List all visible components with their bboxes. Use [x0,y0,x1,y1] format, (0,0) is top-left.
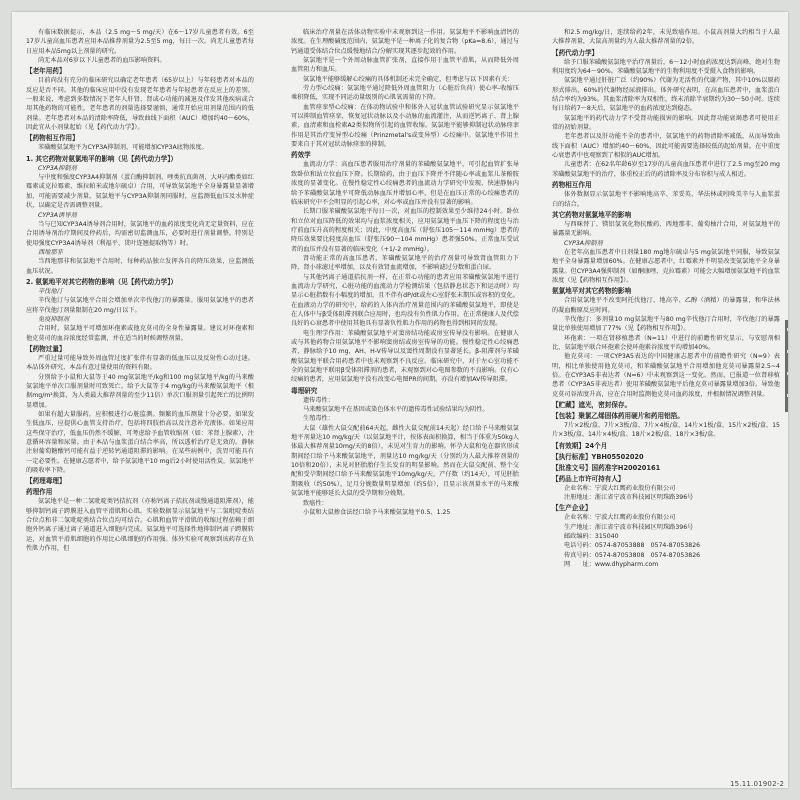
column-middle [291,28,519,770]
section-heading: 【包装】聚氯乙烯固体药用硬片和药用铝箔。 [552,412,684,421]
subsection-heading: CYP3A诱导剂 [38,211,77,219]
edge-marker-segment [787,350,788,353]
body-paragraph: 尚无本品对6岁以下儿童患者的血压影响资料。 [38,57,166,65]
body-paragraph: 电生理学作用：苯磺酸氨氯地平对窦房结功能或房室传导没有影响。在健康人或与其他药物合用氨氯地平不影响窦房结或房室传导的功能。慢性稳定性心绞痛患者，静脉给予10 mg，AH、H-V传导以及窦性周期没有显著延长。β-阻滞剂与苯磺酸氨氯地平联合用药患者中也未观察到不良反应。临床研究中，对于左心室功能不全的氨氯地平联用β受体阻滞剂的患者，未观察到对心电图参数的不良影响。仅有心绞痛的患者，应用氨氯地平没有改变心电图PR的间期。亦没有增加AV传导阻滞。 [291,329,519,384]
section-heading: 【有效期】24个月 [552,441,608,450]
section-heading: 毒理研究 [291,386,318,395]
body-paragraph: 肾功能正常的高血压患者，苯磺酸氨氯地平的治疗剂量可导致肾血管阻力下降，肾小球滤过率增加，以及有效肾血流增加，不影响滤过分数和蛋白尿。 [291,254,519,272]
section-heading: 氨氯地平对其它药物的影响 [552,287,632,296]
body-paragraph: 氨氯地平通过肝脏广泛（约90%）代谢为无活性的代谢产物，其中10%以原药形式排出，60%的代谢物经尿液排出。体外研究表明，在高血压患者中，血浆蛋白结合率约为93%。其血浆清除率为双相性，终末消除半衰期约为30～50小时。连续每日给药7～8天后，氨氯地平的血药浓度达到稳态。 [552,77,780,113]
body-paragraph: 长期口服苯磺酸氨氯地平每日一次，对血压的控制效果至少维持24小时。卧位和立位对血压降低的效果均与血浆浓度相关，应用氨氯地平血压下降的程度也与治疗前血压升高的程度相关；因此，中度高血压（舒张压105～114 mmHg）患者的降压效果要比轻度高血压（舒张压90～104 mmHg）患者强50%。正常血压受试者的血压并没有显著的临床变化（+1/-2 mmHg）。 [291,208,519,253]
body-paragraph: 生产地址：浙江省宁波市科技园区明珠路396号 [564,523,694,531]
body-paragraph: 目前尚没有充分的临床研究以确定老年患者（65岁以上）与年轻患者对本品的反应是否不同。其他的临床应用中没有发现老年患者与年轻患者在反应上的差别。一般来说，考虑到多数情况下老年人肝肾、肾或心功能的减退及伴发其他疾病或合用其他药物的可能性，老年患者的剂量选择要谨慎，通常开始应用剂量范围内的低剂量。老年患者对本品的清除率降低，导致曲线下面积（AUC）增加约40～60%，因此宜从小剂量起始（见【药代动力学】）。 [26,77,254,132]
body-paragraph: 生殖毒性： [303,415,334,423]
body-paragraph: 氨氯地平能够缓解心绞痛的具体机制还未完全确定，但考虑与以下因素有关： [303,75,514,83]
body-paragraph: 儿童患者：在62名年龄6岁至17岁的儿童高血压患者中进行了2.5 mg至20 mg苯磺酸氨氯地平的治疗，体重校正后的药清除率及分布容积与成人相近。 [552,161,780,178]
section-heading: 【批准文号】国药准字H20020161 [552,463,661,472]
subsection-heading: 免疫抑制剂 [38,315,69,323]
body-paragraph: 网 址：www.dhypharm.com [564,561,659,569]
body-paragraph: 辛伐他汀与氨氯地平合用会增加单次辛伐他汀的暴露量。服用氨氯地平的患者应将辛伐他汀剂量限制在20 mg/日以下。 [26,297,254,314]
body-paragraph: 血管痉挛型心绞痛：在体动物试验中和体外人冠状血管试验研究显示氨氯地平可以抑制血管痉挛，恢复冠状动脉以及小动脉的血流灌注，从而逆钙离子、肾上腺素、血清素和血栓素A2类似物所引起的血管收缩。氨氯地平能够抑制冠状动脉痉挛作用是其治疗变异型心绞痛（Prinzmetal's或变异型）心绞痛中。氨氯地平作用主要来自于其对冠状动脉痉挛的抑制。 [291,103,519,149]
edge-marker-segment [787,394,788,397]
section-heading: 【药物相互作用】 [26,134,79,143]
body-paragraph: 如果有超大量服药，应积极进行心脏监测。频繁的血压测量十分必要。如果发生低血压，应提供心血管支持治疗，包括将四肢抬高以及注意补充液体。如果应用这些保守治疗，低血压仍然不缓解，可考虑给予血管收缩剂（如：苯肾上腺素），注意循环容量和尿量。由于本品与血浆蛋白结合率高，所以透析治疗是无效的。静脉注射葡萄糖酸钙可能有益于逆转钙通道阻滞的影响。在某些病例中，洗胃可能具有一定必要性。在健康志愿者中，给予氨氯地平10 mg后2小时使用活性炭，氨氯地平的吸收率下降。 [26,411,254,475]
subsection-heading: CYP3A抑制剂 [564,239,603,247]
body-paragraph: 苯磺酸氨氯地平为CYP3A抑制剂，可能增加CYP3A底物浓度。 [38,144,208,152]
body-paragraph: 当西地那非和氨氯地平合用时，每种药品独立发挥各自的降压效果，应监测低血压状况。 [26,258,254,275]
section-heading: 【执行标准】YBH05502020 [552,452,644,461]
body-paragraph: 辛伐他汀：多剂量10 mg氨氯地平与80 mg辛伐他汀合用时，辛伐他汀的暴露量比单独使用增加了77%（见【药物相互作用】）。 [552,315,780,333]
body-paragraph: 体外数据显示氨氯地平不影响地高辛、苯妥英、华法林或吲哚美辛与人血浆蛋白的结合。 [552,191,780,208]
body-paragraph: 合用氨氯地平不改变阿托伐他汀、地高辛、乙醇（酒精）的暴露量，和华法林的凝血酶原反应时间。 [552,297,780,314]
body-paragraph: 他克莫司：一项CYP3A5表达的中国健康志愿者中的前瞻性研究（N=9）表明，相比单独使用他克莫司，和苯磺酸氨氯地平合用增加他克莫司暴露量2.5~4倍。在CYP3A5非表达者（N=6）中未观察到这一变化。然而，已报道一位肾移植患者（CYP3A5非表达者）使用苯磺酸氨氯地平后他克莫司暴露量增加3倍。导致他克莫司谷浓度升高，应在合用时监测他克莫司血药浓度，并根据情况调整剂量。 [552,353,780,398]
body-paragraph: 和2.5 mg/kg/日，连续给药2年，未见致癌作用。小鼠高剂量大约相当于人最大推荐剂量，大鼠高剂量约为人最大推荐剂量的2倍。 [552,29,780,46]
section-heading: 【药物过量】 [26,344,66,353]
section-heading: 【贮藏】遮光，密封保存。 [552,401,632,410]
body-paragraph: 邮政编码：315040 [564,533,619,541]
body-paragraph: 环孢素：一项在肾移植患者（N=11）中进行的前瞻性研究显示，与安慰剂相比，氨氯地平联合环孢素会使环孢素谷浓度平均增加40%。 [552,334,780,351]
body-paragraph: 老年患者以及肝功能不全的患者中，氨氯地平的药物清除率减低，从而导致曲线下面积（AUC）增加约40～60%，因此可能需要选择较低的起始剂量。在中重度心衰患者中也观察到了相似的AUC增加。 [552,133,780,160]
body-paragraph: 企业名称：宁波大红鹰药业股份有限公司 [564,484,676,492]
leaflet-page [12,12,788,788]
body-paragraph: 马来酸氨氯地平在基因或染色体水平的遗传毒性试验结果均为阴性。 [303,406,489,414]
body-paragraph: 氨氯地平的药代动力学不受肾功能损害的影响。因此肾功能衰竭患者可使用正常的初始剂量。 [552,114,780,132]
subsection-heading: CYP3A抑制剂 [38,164,77,172]
body-paragraph: 有临床数据提示，本品（2.5 mg～5 mg/天）在6～17岁儿童患者有效。6至17岁儿童高血压患者应用本品推荐剂量为2.5至5 mg，每日一次。尚无儿童患者每日应用本品5mg以上剂量的研究。 [26,29,254,55]
column-right [552,28,780,773]
body-paragraph: 劳力型心绞痛：氨氯地平通过降低外周血管阻力（心脏后负荷）使心率-收缩压乘积降低，实现不同运动量级别的心肌氧需量的下降。 [291,85,519,102]
subsection-heading: 西地那非 [38,248,63,256]
section-heading: 其它药物对氨氯地平的影响 [552,210,632,219]
section-heading: 2. 氨氯地平对其它药物的影响（见【药代动力学】） [26,277,178,286]
column-left [26,28,254,768]
edge-marker-segment [787,328,788,331]
edge-marker-segment [787,372,788,375]
body-paragraph: 给予口服苯磺酸氨氯地平治疗剂量后，6～12小时血药浓度达到高峰，绝对生物利用度约为64～90%。苯磺酸氨氯地平的生物利用度不受摄入食物的影响。 [552,58,780,76]
section-heading: 药效学 [291,151,311,160]
body-paragraph: 电话号码：0574-87053888 0574-87053826 [564,542,701,550]
body-paragraph: 与西咪替丁、镁铝氢氧化物抗酸药、西地那非、葡萄柚汁合用，对氨氯地平的暴露量无影响。 [552,220,780,238]
subsection-heading: 辛伐他汀 [38,287,63,295]
body-paragraph: 致癌性： [303,499,328,507]
body-paragraph: 企业名称：宁波大红鹰药业股份有限公司 [564,514,676,522]
body-paragraph: 与中度和强度CYP3A4抑制剂（蛋白酶抑制剂、唑类抗真菌剂、大环内酯类如红霉素或克拉霉素、维拉帕米或地尔硫卓）合用，可导致氨氯地平全身暴露量显著增加，可能需要减少剂量。氨氯地平与CYP3A抑制剂同服时，应监测低血压及水肿症状，以确定是否需调整剂量。 [26,174,254,210]
document-code: 15.11.01902-2 [730,780,785,788]
body-paragraph: 7片×2板/盒、7片×3板/盒、7片×4板/盒、14片×1板/盒、15片×2板/盒、15片×3板/盒、14片×4板/盒、18片×2板/盒、18片×3板/盒。 [552,422,780,439]
body-paragraph: 在老年高血压患者中日剂量180 mg地尔硫卓与5 mg氨氯地平同服，导致氨氯地平全身暴露量增加60%。在健康志愿者中，红霉素并不明显改变氨氯地平全身暴露量。但CYP3A4强抑制剂（如酮康唑、克拉霉素）可能会大幅增加氨氯地平的血浆浓度（见【药物相互作用】）。 [552,248,780,284]
edge-marker-bar [785,320,788,412]
body-paragraph: 注册地址：浙江省宁波市科技园区明珠路396号 [564,494,694,502]
section-heading: 1. 其它药物对氨氯地平的影响（见【药代动力学】） [26,154,178,163]
section-heading: 【老年用药】 [26,67,66,76]
body-paragraph: 合用时，氨氯地平可增加环孢素或他克莫司的全身性暴露量。建议对环孢素和他克莫司的血谷浓度经常监测，并在适当的时候调整剂量。 [26,325,254,342]
body-paragraph: 血流动力学：高血压患者服用治疗剂量的苯磺酸氨氯地平，可引起血管扩张导致卧位和站立位血压下降。长期给药，由于血压下降并不伴随心率或血浆儿茶酚胺浓度的显著变化。在慢性稳定性心绞痛患者的血流动力学研究中发现，快速静脉内给予苯磺酸氨氯地平可降低动脉血压并增加心率，但是在血压正常的心绞痛患者的临床研究中不会明显的引起心率，对心率或血压并没有显著的影响。 [291,161,519,206]
body-paragraph: 小鼠和大鼠掺食法经口给予马来酸氨氯地平0.5、1.25 [303,508,451,516]
body-paragraph: 传真号码：0574-87053808 0574-87053826 [564,551,701,559]
body-paragraph: 分别给予小鼠和大鼠等于40 mg氨氯地平/kg和100 mg氨氯地平/kg的马来酸氨氯地平单次口服剂量时可致死亡。给予大鼠等于4 mg/kg的马来酸氨氯地平（根据mg/m²换算，为人类最大推荐剂量的至少11倍）单次口服剂量引起死亡的比例明显增加。 [26,373,254,409]
body-paragraph: 严重过量可能导致外周血管过度扩张伴有显著的低血压以及反射性心动过速。本品体外研究，本品有意过量使用的资料有限。 [26,354,254,372]
body-paragraph: 遗传毒性： [303,396,334,404]
section-heading: 【药代动力学】 [552,48,599,57]
section-heading: 【生产企业】 [552,504,592,513]
body-paragraph: 与其他钙离子通道拮抗剂一样，在正常心功能的患者应用苯磺酸氨氯地平进行血流动力学研究，心脏功能的血流动力学检测结果（包括静息状态下和运动时）均显示心脏指数有小幅度的增加，且不伴有dP/dt或左心室舒张末期压或容积的变化。在血液动力学的研究中，给药的人体内治疗剂量范围内的苯磺酸氨氯地平，即使是在人体中与β受体阻滞剂联合应用时，也均没有负性肌力作用。在正常健康人及代偿良好的心衰患者中使用其他具有显著负性肌力作用的药物也得到相同的发现。 [291,273,519,328]
body-paragraph: 临床治疗剂量在活体动物实验中未观察到这一作用。氨氯地平不影响血清钙的浓度。在生理酸碱度范围内，氨氯地平是一种离子化的复合物（pKa=8.6），通过与钙通道受体结合位点缓慢地结合/分解实现其逐步起效的作用。 [291,29,519,55]
section-heading: 药物相互作用 [552,181,592,190]
body-paragraph: 氨氯地平是一个外周动脉血管扩张剂，直接作用于血管平滑肌，从而降低外周血管阻力和血压。 [291,57,519,74]
body-paragraph: 当与已知CYP3A4诱导剂合用时，氨氯地平的血药浓度变化尚无定量资料，应在合用诱导剂治疗期间及停药后，均需密切监测血压，必要时进行剂量调整。特别是使用强度CYP3A4诱导剂（利福平、贯叶连翘提取物等）时。 [26,220,254,247]
section-heading: 【药理毒理】 [26,477,66,486]
section-heading: 【药品上市许可持有人】 [552,474,625,483]
section-heading: 药理作用 [26,488,53,497]
body-paragraph: 大鼠（雄性大鼠交配前64天起，雌性大鼠交配前14天起）经口给予马来酸氨氯地平剂量达10 mg/kg/天（以氨氯地平计，按体表面积换算，相当于体重为50kg人体最大推荐剂量10mg/天的8倍），未见对生育力的影响。怀孕大鼠和兔在器官形成期间经口给予马来酸氨氯地平，剂量达10 mg/kg/天（分别约为人最大推荐剂量的10倍和20倍），未见对胚胎胎仔生长发育的明显影响。然而在大鼠交配前、整个交配和受孕期间经口给予马来酸氨氯地平10mg/kg/天，产仔数（约14天），可见胚胎期吸收（约50%），足月分娩数量明显增加（约5倍），且显示该剂量水平的马来酸氨氯地平能够延长大鼠的受孕期和分娩期。 [291,424,519,498]
body-paragraph: 氨氯地平是一种二氢吡啶类钙拮抗剂（亦称钙离子拮抗剂或慢通道阻滞剂），能够抑制钙离子跨膜进入血管平滑肌和心肌。实验数据显示氨氯地平与二氢吡啶类结合位点和非二氢吡啶类结合位点均可结合。心肌和血管平滑肌的收缩过程依赖于细胞外钙离子通过离子通道进入细胞内完成。氨氯地平可选择性地抑制钙离子跨膜转运，对血管平滑肌细胞的作用比心肌细胞的作用强。体外实验可观察到该药存在负性肌力作用，但 [26,498,254,553]
